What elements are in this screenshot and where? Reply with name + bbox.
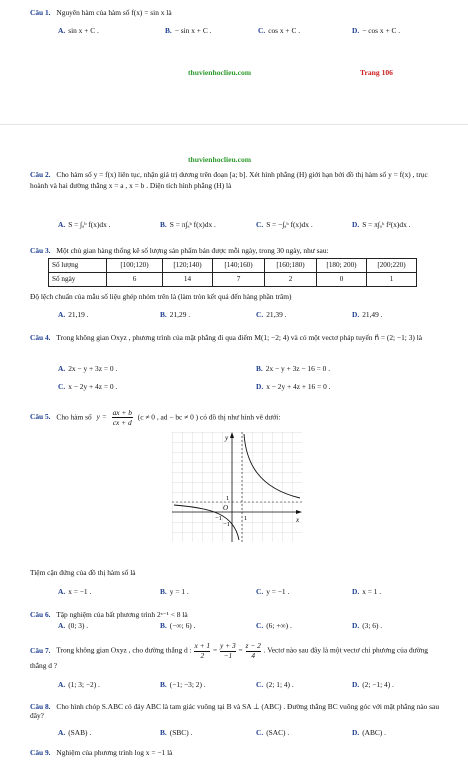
option-a[interactable]: A. 21,19 . (58, 310, 89, 319)
option-d[interactable]: D. (3; 6) . (352, 621, 383, 630)
option-d[interactable]: D. 21,49 . (352, 310, 383, 319)
question-number: Câu 1. (30, 8, 51, 17)
table-header-cell: Số ngày (49, 273, 107, 287)
option-c[interactable]: C. x − 2y + 4z = 0 . (58, 382, 118, 391)
option-b[interactable]: B. − sin x + C . (165, 26, 212, 35)
question-text: Nghiệm của phương trình log x = −1 là (56, 748, 173, 757)
question-number: Câu 4. (30, 333, 51, 342)
question-number: Câu 9. (30, 748, 51, 757)
option-d[interactable]: D. x − 2y + 4z + 16 = 0 . (256, 382, 331, 391)
y-tick-label: 1 (226, 495, 230, 502)
fraction: $\frac{ax + b}{cx + d}$ (112, 408, 132, 428)
option-c[interactable]: C. 21,39 . (256, 310, 287, 319)
table-cell: [180; 200) (317, 259, 367, 273)
question-note: Độ lệch chuẩn của mẫu số liệu ghép nhóm trên là (làm tròn kết quả đến hàng phần trăm) (30, 292, 292, 301)
question-number: Câu 7. (30, 645, 51, 655)
question-2 (30, 170, 446, 191)
frequency-table (48, 258, 417, 287)
option-a[interactable]: A. 2x − y + 3z = 0 . (58, 364, 118, 373)
question-text: . Vectơ nào sau đây là một vectơ chỉ phương của đường thẳng d ? (30, 645, 428, 671)
y-tick-label: −1 (223, 521, 230, 528)
question-text: Cho hình chóp S.ABC có đáy ABC là tam giác vuông tại B và SA ⊥ (ABC) . Đường thẳng BC vuông góc với mặt phẳng nào sau đây? (30, 702, 440, 721)
function-graph (172, 432, 302, 542)
question-text: Một chủ gian hàng thống kê số lượng sản phẩm bán được mỗi ngày, trong 30 ngày, như sau: (56, 246, 329, 255)
question-text: Trong không gian Oxyz , cho đường thẳng d : (56, 645, 192, 655)
question-7: Câu 7. Trong không gian Oxyz , cho đường thẳng d : $\frac{x + 1}{2}$ = $\frac{y + 3}{-1}$ = $\frac{z - 2}{4}$ . Vectơ nào sau đây là một vectơ chỉ phương của đường thẳng d ? (30, 641, 428, 671)
option-b[interactable]: B. 2x − y + 3z − 16 = 0 . (256, 364, 331, 373)
table-cell: 6 (107, 273, 163, 287)
origin-label: O (223, 504, 229, 512)
option-d[interactable]: D. (ABC) . (352, 728, 387, 737)
table-cell: 14 (163, 273, 213, 287)
option-b[interactable]: B. (−1; −3; 2) . (160, 680, 206, 689)
x-axis-label: x (296, 516, 300, 524)
graph-grid (172, 432, 302, 542)
option-b[interactable]: B. 21,29 . (160, 310, 191, 319)
y-axis-label: y (225, 434, 229, 442)
page-separator (0, 124, 468, 125)
site-footer: thuvienhoclieu.com (188, 68, 252, 77)
table-cell: 2 (265, 273, 317, 287)
option-d[interactable]: D. x = 1 . (352, 587, 382, 596)
option-a[interactable]: A. x = −1 . (58, 587, 92, 596)
question-number: Câu 2. (30, 170, 51, 179)
fraction: $\frac{z - 2}{4}$ (245, 641, 261, 660)
question-6 (30, 610, 446, 619)
page-number: Trang 106 (360, 68, 393, 77)
option-d[interactable]: D. (2; −1; 4) . (352, 680, 394, 689)
question-text: Cho hàm số y = f(x) liên tục, nhận giá trị dương trên đoạn [a; b]. Xét hình phẳng (H) giới hạn bởi đồ thị hàm số y = f(x) , trục hoành và hai đường thẳng x = a , x = b . Diện tích hình phẳng (H) là (30, 170, 428, 190)
question-text: Trong không gian Oxyz , phương trình của mặt phẳng đi qua điểm M(1; −2; 4) và có một vectơ pháp tuyến n⃗ = (2; −1; 3) là (56, 333, 423, 342)
question-8 (30, 702, 446, 721)
table-cell: [200;220) (367, 259, 417, 273)
question-text: Tập nghiệm của bất phương trình 2ˣ⁻¹ < 8 là (56, 610, 188, 619)
question-1 (30, 8, 446, 17)
option-d[interactable]: D. − cos x + C . (352, 26, 401, 35)
question-number: Câu 8. (30, 702, 51, 711)
table-cell: [100;120) (107, 259, 163, 273)
question-number: Câu 6. (30, 610, 51, 619)
option-a[interactable]: A. S = ∫ₐᵇ f(x)dx . (58, 220, 111, 229)
question-4 (30, 332, 446, 343)
fraction: $\frac{y + 3}{-1}$ (220, 641, 236, 660)
option-a[interactable]: A. (1; 3; −2) . (58, 680, 100, 689)
option-a[interactable]: A. sin x + C . (58, 26, 99, 35)
option-a[interactable]: A. (SAB) . (58, 728, 92, 737)
table-header-cell: Số lượng (49, 259, 107, 273)
table-cell: [160;180) (265, 259, 317, 273)
question-number: Câu 5. (30, 412, 51, 422)
question-9 (30, 748, 446, 757)
question-text: Cho hàm số (56, 412, 92, 422)
option-c[interactable]: C. (SAC) . (256, 728, 290, 737)
table-cell: 7 (213, 273, 265, 287)
table-cell: [120;140) (163, 259, 213, 273)
question-5: Câu 5. Cho hàm số y = $\frac{ax + b}{cx + d}$ (c ≠ 0 , ad − bc ≠ 0 ) có đồ thị như hình vẽ dưới: (30, 408, 281, 428)
question-number: Câu 3. (30, 246, 51, 255)
option-b[interactable]: B. y = 1 . (160, 587, 189, 596)
table-row (49, 273, 417, 287)
option-b[interactable]: B. (−∞; 6) . (160, 621, 196, 630)
x-tick-label: 1 (244, 515, 248, 522)
question-text: (c ≠ 0 , ad − bc ≠ 0 ) có đồ thị như hình vẽ dưới: (137, 412, 281, 422)
option-b[interactable]: B. (SBC) . (160, 728, 193, 737)
option-c[interactable]: C. y = −1 . (256, 587, 290, 596)
option-a[interactable]: A. (0; 3) . (58, 621, 89, 630)
question-3 (30, 246, 446, 255)
option-c[interactable]: C. cos x + C . (258, 26, 301, 35)
option-d[interactable]: D. S = π∫ₐᵇ f²(x)dx . (352, 220, 411, 229)
x-tick-label: −1 (215, 515, 222, 522)
fraction: $\frac{x + 1}{2}$ (194, 641, 211, 660)
table-cell: 1 (367, 273, 417, 287)
table-cell: [140;160) (213, 259, 265, 273)
site-header: thuvienhoclieu.com (188, 155, 252, 164)
question-prompt: Tiệm cận đứng của đồ thị hàm số là (30, 568, 136, 577)
option-b[interactable]: B. S = π∫ₐᵇ f(x)dx . (160, 220, 216, 229)
table-cell: 0 (317, 273, 367, 287)
question-text: Nguyên hàm của hàm số f(x) = sin x là (56, 8, 172, 17)
table-row (49, 259, 417, 273)
option-c[interactable]: C. (6; +∞) . (256, 621, 292, 630)
option-c[interactable]: C. (2; 1; 4) . (256, 680, 294, 689)
option-c[interactable]: C. S = −∫ₐᵇ f(x)dx . (256, 220, 313, 229)
